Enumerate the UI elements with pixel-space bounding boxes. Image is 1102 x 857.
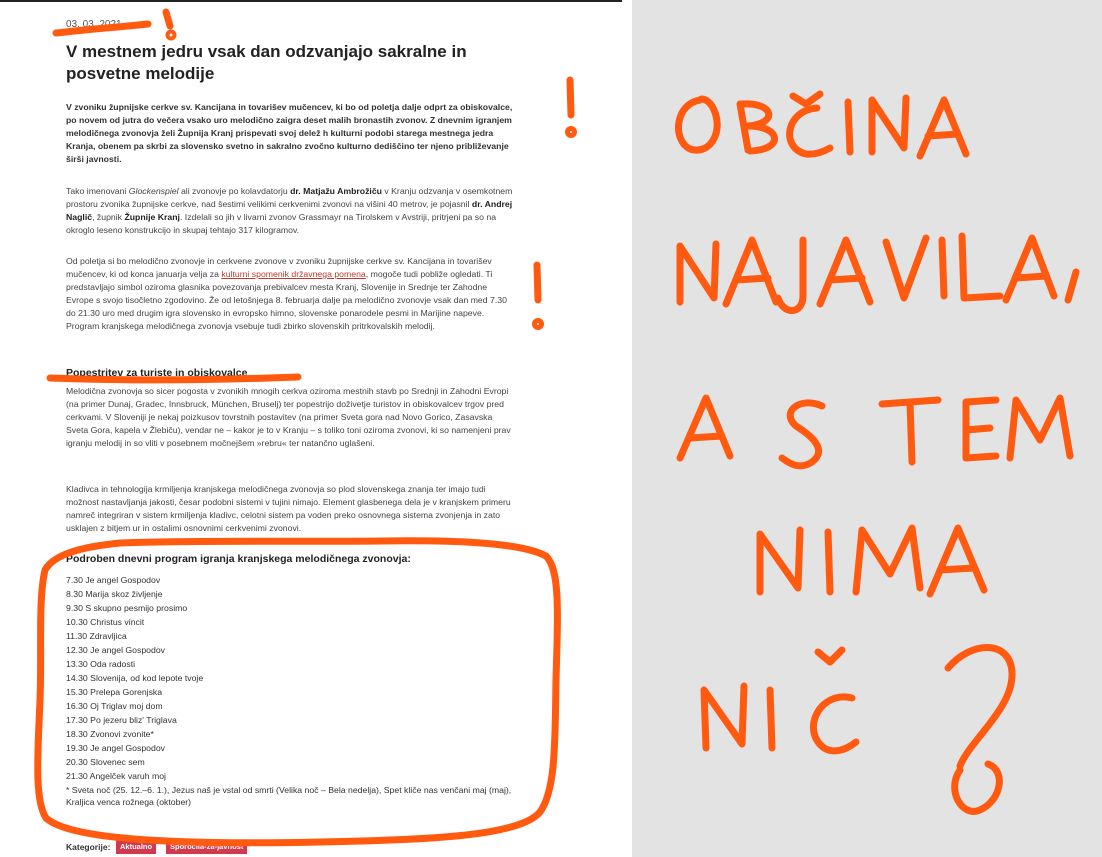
program-item: 8.30 Marija skoz življenje [66,589,163,599]
categories-label: Kategorije: [66,842,111,852]
top-border [0,0,622,2]
tag-aktualno[interactable]: Aktualno [116,840,156,854]
program-list [66,573,516,808]
program-item: 12.30 Je angel Gospodov [66,645,166,655]
program-item: 9.30 S skupno pesmijo prosimo [66,603,188,613]
article-lead: V zvoniku župnijske cerkve sv. Kancijana in tovarišev mučencev, ki bo od poletja dalje odprt za obiskovalce, po novem od jutra do večera vsako uro melodično zaigra deset malih bronastih zvonov. Z dnevnim igranjem melodičnega zvonovja želi Župnija Kranj prispevati svoj delež h kulturni podobi starega mestnega jedra Kranja, obenem pa skrbi za slovensko svetno in sakralno zvočno kulturno dediščino ter njeno približevanje širši javnosti. [66,102,513,164]
subheading-program: Podroben dnevni program igranja kranjskega melodičnega zvonovja: [66,553,411,565]
subheading-tourists: Popestritev za turiste in obiskovalce [66,367,248,379]
program-footnote: * Sveta noč (25. 12.–6. 1.), Jezus naš je vstal od smrti (Velika noč – Bela nedelja), Spet kliče nas venčani maj (maj), Kraljica venca rožnega (oktober) [66,785,512,807]
article-title: V mestnem jedru vsak dan odzvanjajo sakralne in posvetne melodije [66,42,467,83]
program-item: 21.30 Angelček varuh moj [66,771,166,781]
annotation-panel [632,0,1102,857]
program-item: 19.30 Je angel Gospodov [66,743,166,753]
paragraph-4: Kladivca in tehnologija krmiljenja kranjskega melodičnega zvonovja so plod slovenskega znanja ter imajo tudi možnost nastavljanja jakosti, česar podobni sistemi v tujini nimajo. Element glasbenega dela je v kranjskem primeru namreč integriran v sistem krmiljenja kladivc, celotni sistem pa voden preko osnovnega sistema zvonjenja in zato usklajen z bitjem ur in ostalimi osnovnimi cerkvenimi zvonovi. [66,484,511,533]
paragraph-1: Tako imenovani Glockenspiel ali zvonovje po kolavdatorju dr. Matjažu Ambrožiču v Kranju odzvanja v osemkotnem prostoru zvonika župnijske cerkve, nad šestimi velikimi cerkvenimi zvonovi na višini 40 metrov, je pojasnil dr. Andrej Naglič, župnik Župnije Kranj. Izdelali so jih v livarni zvonov Grassmayr na Tirolskem v Avstriji, pritrjeni pa so na okroglo leseno konstrukcijo in skupaj tehtajo 317 kilogramov. [66,186,513,235]
program-item: 11.30 Zdravljica [66,631,127,641]
article-date: 03. 03. 2021 [66,19,122,30]
program-item: 7.30 Je angel Gospodov [66,575,161,585]
program-item: 18.30 Zvonovi zvonite* [66,729,154,739]
tag-sporocila[interactable]: Sporočila-za-javnost [166,840,247,854]
paragraph-3: Melodična zvonovja so sicer pogosta v zvonikih mnogih cerkva oziroma mestnih stavb po Srednji in Zahodni Evropi (na primer Dunaj, Gradec, Innsbruck, München, Bruselj) ter popestrijo doživetje turistov in obiskovalcev trgov pred cerkvami. V Sloveniji je nekaj poizkusov tovrstnih postavitev (na primer Sveta gora nad Novo Gorico, Zasavska Sveta Gora, kapela v Žlebiču), vendar ne – kakor je to v Kranju – s toliko toni oziroma zvonovi, ki so namenjeni prav igranju melodij in so vliti v posebnem močnejšem »rebru« ter natančno uglašeni. [66,386,511,448]
program-item: 15.30 Prelepa Gorenjska [66,687,163,697]
program-item: 10.30 Christus vincit [66,617,145,627]
program-item: 20.30 Slovenec sem [66,757,145,767]
program-item: 14.30 Slovenija, od kod lepote tvoje [66,673,204,683]
paragraph-2: Od poletja si bo melodično zvonovje in cerkvene zvonove v zvoniku župnijske cerkve sv. Kancijana in tovarišev mučencev, ki od konca januarja velja za kulturni spomenik državnega pomena, mogoče tudi pobliže ogledati. Ti predstavljajo simbol oziroma glasnika povezovanja prebivalcev mesta Kranj, Slovenije in Srednje ter Zahodne Evrope s svojo tisočletno zgodovino. Že od letošnjega 8. februarja dalje pa melodično zvonovje vsak dan med 7.30 do 21.30 uro med drugim igra slovensko in evropsko himno, slovenske ponarodele pesmi in Marijine napeve. Program kranjskega melodičnega zvonovja vsebuje tudi zbirko slovenskih pritrkovalskih melodij. [66,256,507,331]
program-item: 13.30 Oda radosti [66,659,136,669]
heritage-link[interactable]: kulturni spomenik državnega pomena [221,269,366,279]
program-item: 17.30 Po jezeru bliz' Triglava [66,715,177,725]
program-item: 16.30 Oj Triglav moj dom [66,701,163,711]
